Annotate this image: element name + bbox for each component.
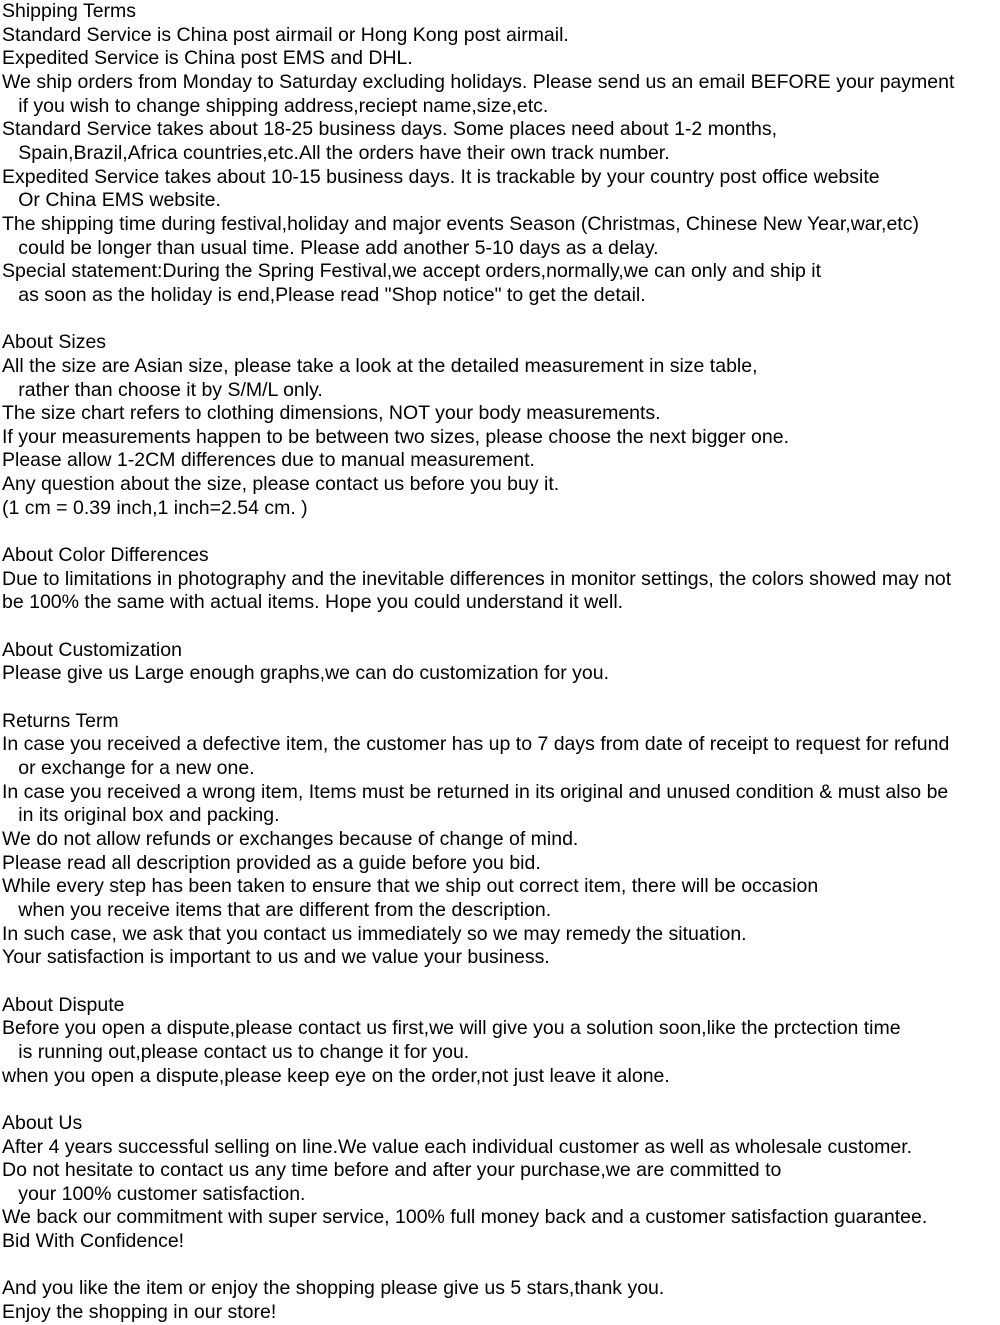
text-line: Please give us Large enough graphs,we can do customization for you. bbox=[2, 662, 610, 685]
section-heading: Returns Term bbox=[2, 709, 119, 732]
blank-line bbox=[2, 1254, 1000, 1278]
text-line: your 100% customer satisfaction. bbox=[2, 1182, 306, 1205]
section-heading: About Us bbox=[2, 1111, 83, 1134]
text-line: Standard Service is China post airmail or Hong Kong post airmail. bbox=[2, 23, 569, 46]
text-line: We ship orders from Monday to Saturday excluding holidays. Please send us an email BEFORE your payment bbox=[2, 70, 955, 93]
text-line: In case you received a defective item, the customer has up to 7 days from date of receipt to request for refund bbox=[2, 733, 950, 756]
text-line: when you receive items that are different from the description. bbox=[2, 898, 552, 921]
text-line: is running out,please contact us to change it for you. bbox=[2, 1040, 470, 1063]
text-line: Special statement:During the Spring Festival,we accept orders,normally,we can only and ship it bbox=[2, 260, 822, 283]
text-line: Please allow 1-2CM differences due to manual measurement. bbox=[2, 449, 535, 472]
text-line: The shipping time during festival,holiday and major events Season (Christmas, Chinese New Year,war,etc) bbox=[2, 212, 919, 235]
text-line: Standard Service takes about 18-25 business days. Some places need about 1-2 months, bbox=[2, 118, 778, 141]
section-heading: About Sizes bbox=[2, 331, 107, 354]
text-line: as soon as the holiday is end,Please read "Shop notice" to get the detail. bbox=[2, 283, 646, 306]
section-heading: About Color Differences bbox=[2, 544, 209, 567]
text-line: In such case, we ask that you contact us immediately so we may remedy the situation. bbox=[2, 922, 747, 945]
text-line: All the size are Asian size, please take a look at the detailed measurement in size table, bbox=[2, 354, 758, 377]
text-line: or exchange for a new one. bbox=[2, 757, 255, 779]
text-line: And you like the item or enjoy the shopping please give us 5 stars,thank you. bbox=[2, 1277, 665, 1300]
text-line: Or China EMS website. bbox=[2, 189, 221, 212]
section-heading: About Dispute bbox=[2, 993, 125, 1016]
blank-line bbox=[2, 686, 1000, 710]
text-line: Spain,Brazil,Africa countries,etc.All the orders have their own track number. bbox=[2, 141, 670, 164]
text-line: Please read all description provided as a guide before you bid. bbox=[2, 851, 541, 874]
text-line: In case you received a wrong item, Items must be returned in its original and unused condition & must also be bbox=[2, 780, 949, 803]
text-line: Due to limitations in photography and the inevitable differences in monitor settings, the colors showed may not bbox=[2, 567, 952, 590]
blank-line bbox=[2, 615, 1000, 639]
text-line: in its original box and packing. bbox=[2, 804, 280, 827]
blank-line bbox=[2, 520, 1000, 544]
text-line: when you open a dispute,please keep eye on the order,not just leave it alone. bbox=[2, 1064, 670, 1087]
text-line: if you wish to change shipping address,reciept name,size,etc. bbox=[2, 94, 549, 117]
blank-line bbox=[2, 308, 1000, 332]
text-line: Before you open a dispute,please contact us first,we will give you a solution soon,like the prctection time bbox=[2, 1017, 901, 1040]
text-line: After 4 years successful selling on line.We value each individual customer as well as wholesale customer. bbox=[2, 1135, 913, 1158]
text-line: could be longer than usual time. Please add another 5-10 days as a delay. bbox=[2, 236, 659, 259]
blank-line bbox=[2, 1088, 1000, 1112]
text-line: The size chart refers to clothing dimensions, NOT your body measurements. bbox=[2, 402, 661, 425]
text-line: (1 cm = 0.39 inch,1 inch=2.54 cm. ) bbox=[2, 496, 308, 519]
text-line: Do not hesitate to contact us any time before and after your purchase,we are committed to bbox=[2, 1159, 782, 1182]
text-line: We back our commitment with super service, 100% full money back and a customer satisfaction guarantee. bbox=[2, 1206, 928, 1229]
text-line: be 100% the same with actual items. Hope you could understand it well. bbox=[2, 591, 624, 614]
text-line: Enjoy the shopping in our store! bbox=[2, 1301, 277, 1324]
section-heading: About Customization bbox=[2, 638, 182, 661]
text-line: While every step has been taken to ensure that we ship out correct item, there will be occasion bbox=[2, 875, 819, 898]
blank-line bbox=[2, 970, 1000, 994]
text-line: We do not allow refunds or exchanges because of change of mind. bbox=[2, 827, 579, 850]
section-heading: Shipping Terms bbox=[2, 0, 137, 22]
text-line: Your satisfaction is important to us and we value your business. bbox=[2, 946, 550, 969]
text-line: Any question about the size, please contact us before you buy it. bbox=[2, 473, 560, 496]
text-line: Expedited Service takes about 10-15 business days. It is trackable by your country post office website bbox=[2, 165, 880, 188]
text-line: Bid With Confidence! bbox=[2, 1230, 185, 1253]
text-line: If your measurements happen to be between two sizes, please choose the next bigger one. bbox=[2, 425, 789, 448]
text-line: Expedited Service is China post EMS and DHL. bbox=[2, 47, 413, 70]
text-line: rather than choose it by S/M/L only. bbox=[2, 378, 323, 401]
